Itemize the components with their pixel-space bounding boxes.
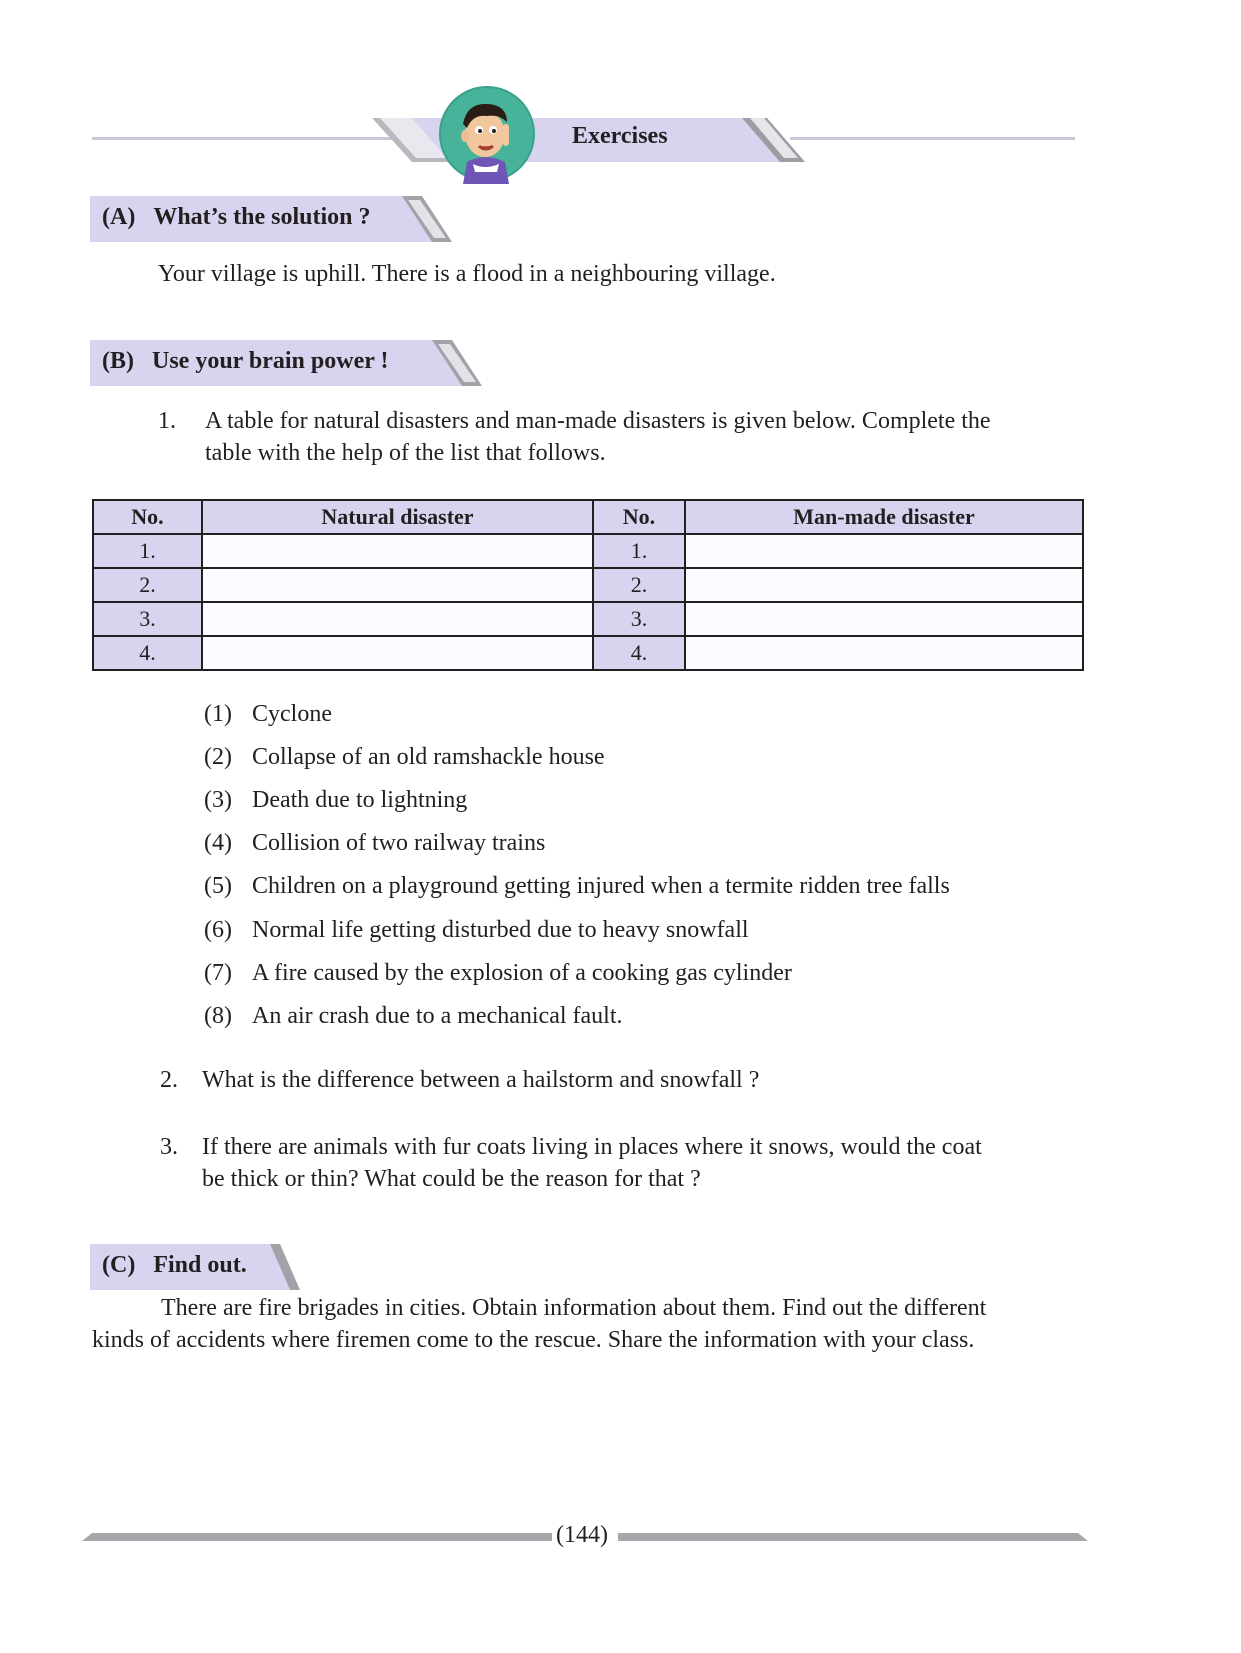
header-natural-disaster: Natural disaster [202,500,593,534]
list-item: (2) Collapse of an old ramshackle house [204,744,605,770]
question-1-line-2: table with the help of the list that follows. [205,440,606,466]
man-made-disaster-cell[interactable] [685,636,1083,670]
question-2-text: What is the difference between a hailstorm and snowfall ? [202,1067,760,1093]
header-no-2: No. [593,500,685,534]
header-man-made-disaster: Man-made disaster [685,500,1083,534]
header-no-1: No. [93,500,202,534]
man-made-disaster-cell[interactable] [685,568,1083,602]
row-number: 1. [593,534,685,568]
header-rule-left [92,137,392,140]
question-1-line-1: A table for natural disasters and man-made disasters is given below. Complete the [205,408,991,434]
list-item: (3) Death due to lightning [204,787,468,813]
section-b-heading [90,340,485,386]
row-number: 1. [93,534,202,568]
question-3-line-1: If there are animals with fur coats living in places where it snows, would the coat [202,1134,982,1160]
table-header-row [93,500,1083,534]
section-c-label: (C) [102,1252,136,1278]
question-3-number: 3. [160,1134,178,1160]
list-item: (7) A fire caused by the explosion of a cooking gas cylinder [204,960,792,986]
disaster-table [92,499,1084,671]
section-a-label: (A) [102,204,136,230]
list-item: (5) Children on a playground getting injured when a termite ridden tree falls [204,873,950,899]
row-number: 3. [593,602,685,636]
natural-disaster-cell[interactable] [202,534,593,568]
footer-rule-right [618,1533,1088,1541]
section-c-line-2: kinds of accidents where firemen come to the rescue. Share the information with your class. [92,1327,975,1353]
footer-rule-left [82,1533,552,1541]
boy-thinking-icon [437,84,537,184]
natural-disaster-cell[interactable] [202,636,593,670]
section-a-title: What’s the solution ? [153,204,371,230]
table-row [93,568,1083,602]
question-3-line-2: be thick or thin? What could be the reason for that ? [202,1166,701,1192]
page-title: Exercises [572,123,668,149]
header-rule-right [790,137,1075,140]
table-row [93,534,1083,568]
man-made-disaster-cell[interactable] [685,534,1083,568]
natural-disaster-cell[interactable] [202,602,593,636]
question-1-number: 1. [158,408,176,434]
table-row [93,636,1083,670]
section-b-label: (B) [102,348,134,374]
row-number: 4. [593,636,685,670]
list-item: (4) Collision of two railway trains [204,830,546,856]
question-2-number: 2. [160,1067,178,1093]
section-a-heading [90,196,455,242]
row-number: 2. [93,568,202,602]
section-c-heading [90,1244,305,1290]
section-b-title: Use your brain power ! [152,348,389,374]
list-item: (1) Cyclone [204,701,332,727]
row-number: 4. [93,636,202,670]
table-row [93,602,1083,636]
man-made-disaster-cell[interactable] [685,602,1083,636]
section-a-text: Your village is uphill. There is a flood in a neighbouring village. [158,261,776,287]
list-item: (8) An air crash due to a mechanical fault. [204,1003,623,1029]
natural-disaster-cell[interactable] [202,568,593,602]
section-c-title: Find out. [153,1252,247,1278]
section-c-line-1: There are fire brigades in cities. Obtain information about them. Find out the different [161,1295,987,1321]
page-number: (144) [556,1522,608,1548]
row-number: 3. [93,602,202,636]
list-item: (6) Normal life getting disturbed due to heavy snowfall [204,917,749,943]
row-number: 2. [593,568,685,602]
